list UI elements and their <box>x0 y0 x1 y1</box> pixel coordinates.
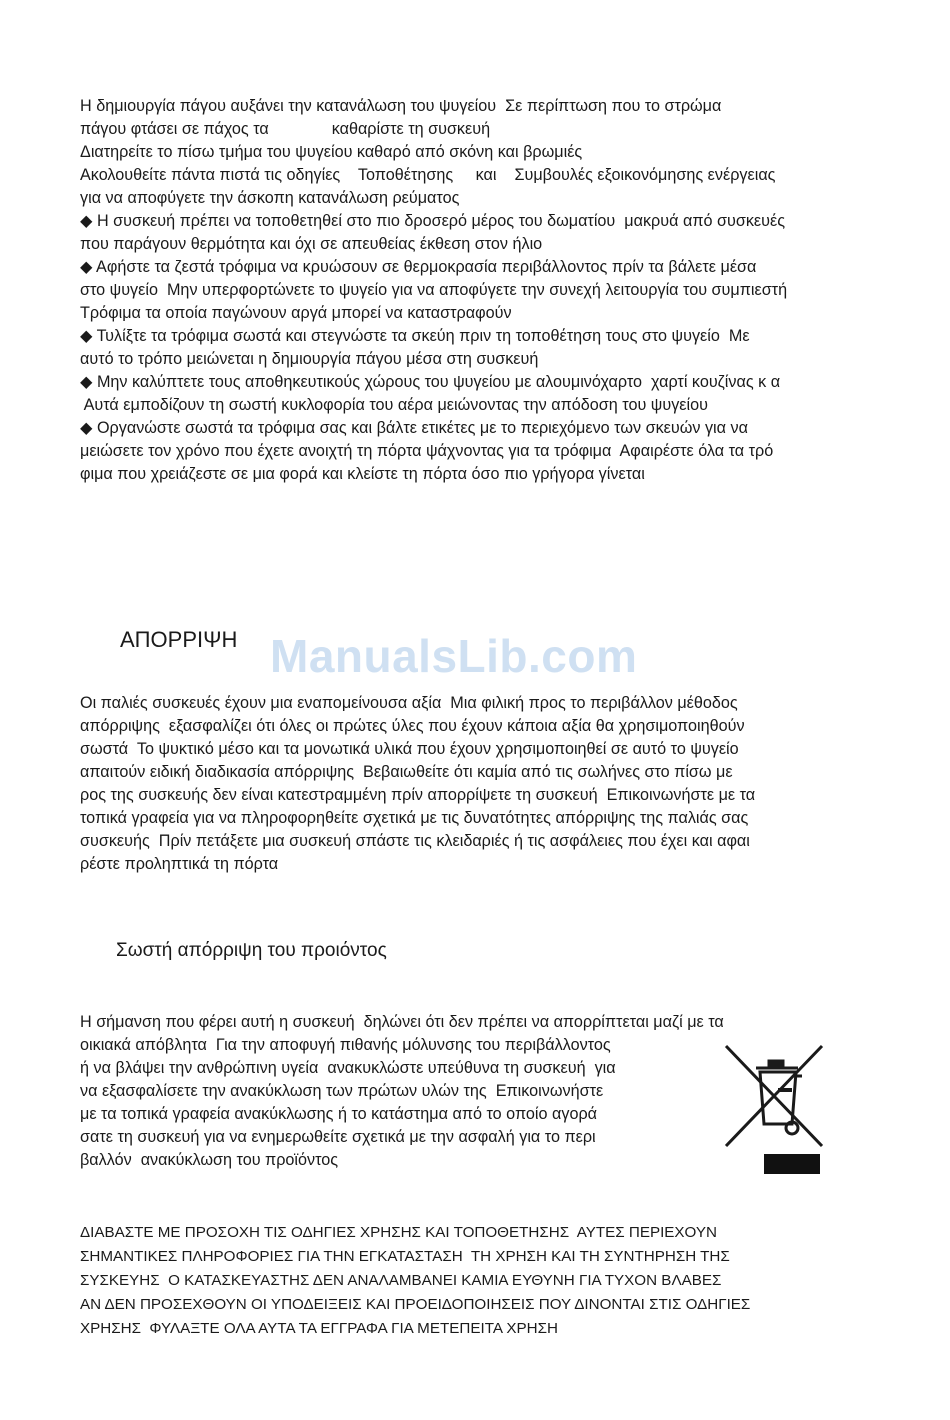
text-line: που παράγουν θερμότητα και όχι σε απευθείας έκθεση στον ήλιο <box>80 235 543 253</box>
energy-tips-section <box>80 95 920 486</box>
warning-line: ΣΗΜΑΝΤΙΚΕΣ ΠΛΗΡΟΦΟΡΙΕΣ ΓΙΑ ΤΗΝ ΕΓΚΑΤΑΣΤΑΣΗ ΤΗ ΧΡΗΣΗ ΚΑΙ ΤΗ ΣΥΝΤΗΡΗΣΗ ΤΗΣ <box>80 1248 730 1265</box>
text-line: απαιτούν ειδική διαδικασία απόρριψης Βεβαιωθείτε ότι καμία από τις σωλήνες στο πίσω με <box>80 763 733 781</box>
text-line: να εξασφαλίσετε την ανακύκλωση των πρώτων υλών της Επικοινωνήστε <box>80 1082 604 1100</box>
text-line: Οι παλιές συσκευές έχουν μια εναπομείνουσα αξία Μια φιλική προς το περιβάλλον μέθοδος <box>80 694 738 712</box>
watermark: ManualsLib.com <box>270 630 638 682</box>
warning-line: ΣΥΣΚΕΥΗΣ Ο ΚΑΤΑΣΚΕΥΑΣΤΗΣ ΔΕΝ ΑΝΑΛΑΜΒΑΝΕΙ ΚΑΜΙΑ ΕΥΘΥΝΗ ΓΙΑ ΤΥΧΟΝ ΒΛΑΒΕΣ <box>80 1272 722 1289</box>
text-line: ◆ Αφήστε τα ζεστά τρόφιμα να κρυώσουν σε θερμοκρασία περιβάλλοντος πρίν τα βάλετε μέσα <box>80 258 757 276</box>
text-line: τοπικά γραφεία για να πληροφορηθείτε σχετικά με τις δυνατότητες απόρριψης της παλιάς σας <box>80 809 749 827</box>
warning-line: ΔΙΑΒΑΣΤΕ ΜΕ ΠΡΟΣΟΧΗ ΤΙΣ ΟΔΗΓΙΕΣ ΧΡΗΣΗΣ ΚΑΙ ΤΟΠΟΘΕΤΗΣΗΣ ΑΥΤΕΣ ΠΕΡΙΕΧΟΥΝ <box>80 1224 717 1241</box>
text-line: ρος της συσκευής δεν είναι κατεστραμμένη πρίν απορρίψετε τη συσκευή Επικοινωνήστε με τα <box>80 786 756 804</box>
text-line: Η σήμανση που φέρει αυτή η συσκευή δηλώνει ότι δεν πρέπει να απορρίπτεται μαζί με τα <box>80 1013 724 1031</box>
text-line: Τρόφιμα τα οποία παγώνουν αργά μπορεί να καταστραφούν <box>80 304 512 322</box>
product-disposal-heading: Σωστή απόρριψη του προιόντος <box>116 940 387 961</box>
text-line: Ακολουθείτε πάντα πιστά τις οδηγίες Τοποθέτησης και Συμβουλές εξοικονόμησης ενέργειας <box>80 166 776 184</box>
text-line: σωστά Το ψυκτικό μέσο και τα μονωτικά υλικά που έχουν χρησιμοποιηθεί σε αυτό το ψυγείο <box>80 740 739 758</box>
text-line: πάγου φτάσει σε πάχος τα καθαρίστε τη συσκευή <box>80 120 491 138</box>
text-line: οικιακά απόβλητα Για την αποφυγή πιθανής μόλυνσης του περιβάλλοντος <box>80 1036 611 1054</box>
text-line: αυτό το τρόπο μειώνεται η δημιουργία πάγου μέσα στη συσκευή <box>80 350 539 368</box>
text-line: μειώσετε τον χρόνο που έχετε ανοιχτή τη πόρτα ψάχνοντας για τα τρόφιμα Αφαιρέστε όλα τα τρό <box>80 442 774 460</box>
text-line: ρέστε προληπτικά τη πόρτα <box>80 855 279 873</box>
text-line: απόρριψης εξασφαλίζει ότι όλες οι πρώτες ύλες που έχουν κάποια αξία θα χρησιμοποιηθούν <box>80 717 745 735</box>
text-line: συσκευής Πρίν πετάξετε μια συσκευή σπάστε τις κλειδαριές ή τις ασφάλειες που έχει και αφαι <box>80 832 750 850</box>
text-line: φιμα που χρειάζεστε σε μια φορά και κλείστε τη πόρτα όσο πιο γρήγορα γίνεται <box>80 465 645 483</box>
warning-line: ΑΝ ΔΕΝ ΠΡΟΣΕΧΘΟΥΝ ΟΙ ΥΠΟΔΕΙΞΕΙΣ ΚΑΙ ΠΡΟΕΙΔΟΠΟΙΗΣΕΙΣ ΠΟΥ ΔΙΝΟΝΤΑΙ ΣΤΙΣ ΟΔΗΓΙΕΣ <box>80 1296 751 1313</box>
text-line: βαλλόν ανακύκλωση του προϊόντος <box>80 1151 339 1169</box>
warning-line: ΧΡΗΣΗΣ ΦΥΛΑΞΤΕ ΟΛΑ ΑΥΤΑ ΤΑ ΕΓΓΡΑΦΑ ΓΙΑ ΜΕΤΕΠΕΙΤΑ ΧΡΗΣΗ <box>80 1320 558 1337</box>
text-line: σατε τη συσκευή για να ενημερωθείτε σχετικά με την ασφαλή για το περι <box>80 1128 596 1146</box>
text-line: ◆ Οργανώστε σωστά τα τρόφιμα σας και βάλτε ετικέτες με το περιεχόμενο των σκευών για να <box>80 419 748 437</box>
text-line: με τα τοπικά γραφεία ανακύκλωσης ή το κατάστημα από το οποίο αγορά <box>80 1105 598 1123</box>
text-line: Διατηρείτε το πίσω τμήμα του ψυγείου καθαρό από σκόνη και βρωμιές <box>80 143 583 161</box>
text-line: ◆ Η συσκευή πρέπει να τοποθετηθεί στο πιο δροσερό μέρος του δωματίου μακρυά από συσκευές <box>80 212 786 230</box>
text-line: στο ψυγείο Μην υπερφορτώνετε το ψυγείο για να αποφύγετε την συνεχή λειτουργία του συμπιεστή <box>80 281 788 299</box>
warning-section <box>80 1221 920 1341</box>
text-line: ◆ Τυλίξτε τα τρόφιμα σωστά και στεγνώστε τα σκεύη πριν τη τοποθέτηση τους στο ψυγείο Με <box>80 327 750 345</box>
text-line: ◆ Μην καλύπτετε τους αποθηκευτικούς χώρους του ψυγείου με αλουμινόχαρτο χαρτί κουζίνας κ α <box>80 373 781 391</box>
text-line: Αυτά εμποδίζουν τη σωστή κυκλοφορία του αέρα μειώνοντας την απόδοση του ψυγείου <box>80 396 708 414</box>
disposal-section <box>80 692 920 876</box>
text-line: ή να βλάψει την ανθρώπινη υγεία ανακυκλώστε υπεύθυνα τη συσκευή για <box>80 1059 616 1077</box>
disposal-heading: ΑΠΟΡΡΙΨΗ <box>120 627 238 652</box>
crossed-out-wheelie-bin-icon <box>722 1042 828 1176</box>
text-line: για να αποφύγετε την άσκοπη κατανάλωση ρεύματος <box>80 189 460 207</box>
text-line: Η δημιουργία πάγου αυξάνει την κατανάλωση του ψυγείου Σε περίπτωση που το στρώμα <box>80 97 722 115</box>
